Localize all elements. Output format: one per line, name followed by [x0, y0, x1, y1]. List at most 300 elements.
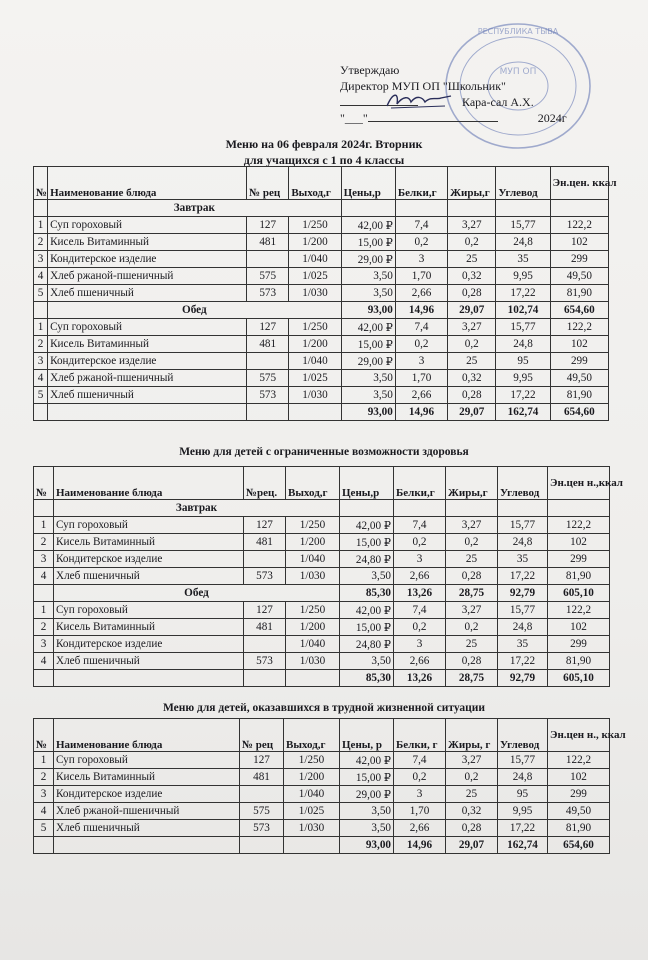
total-carbs: 102,74	[496, 302, 550, 319]
col-yield-header: Выход,г	[289, 167, 341, 200]
carbs: 15,77	[496, 217, 550, 234]
dish-name: Кисель Витаминный	[48, 234, 247, 251]
protein: 7,4	[394, 517, 446, 534]
protein: 0,2	[394, 534, 446, 551]
yield: 1/200	[286, 619, 340, 636]
yield: 1/250	[284, 752, 340, 769]
total-row	[34, 670, 610, 687]
yield: 1/030	[286, 568, 340, 585]
fat: 0,2	[448, 234, 496, 251]
carbs: 9,95	[498, 803, 548, 820]
table-row	[34, 820, 610, 837]
table-row	[34, 619, 610, 636]
energy: 122,2	[548, 517, 610, 534]
meal-section-row	[34, 500, 610, 517]
total-row	[34, 837, 610, 854]
table-row	[34, 534, 610, 551]
protein: 3	[394, 786, 446, 803]
fat: 0,28	[448, 387, 496, 404]
protein: 1,70	[395, 370, 447, 387]
yield: 1/030	[289, 285, 341, 302]
stamp-center-text: МУП ОП	[499, 67, 537, 77]
col-energy-header: Эн.цен н.,ккал	[548, 467, 610, 500]
row-number: 2	[34, 619, 54, 636]
total-energy: 654,60	[548, 837, 610, 854]
approval-line-1: Утверждаю	[340, 63, 400, 77]
fat: 3,27	[446, 602, 498, 619]
recipe-number: 127	[240, 752, 284, 769]
fat: 0,32	[448, 370, 496, 387]
price: 42,00 ₽	[340, 517, 394, 534]
price: 42,00 ₽	[341, 217, 395, 234]
energy: 122,2	[548, 602, 610, 619]
protein: 3	[394, 551, 446, 568]
energy: 102	[548, 619, 610, 636]
empty-cell	[550, 200, 608, 217]
fat: 0,28	[448, 285, 496, 302]
recipe-number: 127	[244, 602, 286, 619]
total-protein: 13,26	[394, 670, 446, 687]
recipe-number: 573	[244, 568, 286, 585]
dish-name: Кондитерское изделие	[48, 251, 247, 268]
carbs: 24,8	[498, 769, 548, 786]
energy: 102	[550, 234, 608, 251]
dish-name: Кисель Витаминный	[54, 534, 244, 551]
protein: 0,2	[394, 619, 446, 636]
carbs: 15,77	[498, 602, 548, 619]
protein: 7,4	[394, 602, 446, 619]
empty-cell	[34, 585, 54, 602]
recipe-number: 573	[240, 820, 284, 837]
price: 3,50	[341, 387, 395, 404]
total-fat: 29,07	[448, 404, 496, 421]
price: 42,00 ₽	[340, 602, 394, 619]
dish-name: Хлеб пшеничный	[48, 387, 247, 404]
menu-subtitle: для учащихся с 1 по 4 классы	[243, 153, 405, 167]
dish-name: Хлеб пшеничный	[48, 285, 247, 302]
fat: 25	[446, 551, 498, 568]
total-energy: 605,10	[548, 670, 610, 687]
table-row	[34, 353, 609, 370]
meal-section-label: Обед	[48, 302, 342, 319]
fat: 0,2	[448, 336, 496, 353]
fat: 25	[446, 786, 498, 803]
yield: 1/025	[289, 268, 341, 285]
yield: 1/025	[289, 370, 341, 387]
table-header	[34, 467, 610, 500]
dish-name: Хлеб пшеничный	[54, 653, 244, 670]
fat: 0,32	[446, 803, 498, 820]
price: 15,00 ₽	[340, 619, 394, 636]
protein: 7,4	[395, 319, 447, 336]
total-fat: 29,07	[448, 302, 496, 319]
col-fat-header: Жиры,г	[448, 167, 496, 200]
table-row	[34, 217, 609, 234]
total-price: 93,00	[341, 302, 395, 319]
dish-name: Кисель Витаминный	[54, 619, 244, 636]
row-number: 4	[34, 803, 54, 820]
total-price: 93,00	[341, 404, 395, 421]
price: 15,00 ₽	[341, 234, 395, 251]
row-number: 5	[34, 387, 48, 404]
carbs: 24,8	[498, 619, 548, 636]
protein: 0,2	[395, 336, 447, 353]
dish-name: Суп гороховый	[48, 319, 247, 336]
recipe-number: 127	[247, 319, 289, 336]
empty-cell	[244, 670, 286, 687]
col-yield-header: Выход,г	[284, 719, 340, 752]
price: 42,00 ₽	[340, 752, 394, 769]
yield: 1/040	[284, 786, 340, 803]
menu-title: Меню на 06 февраля 2024г. Вторник	[225, 137, 423, 151]
table-row	[34, 653, 610, 670]
yield: 1/200	[284, 769, 340, 786]
meal-section-label: Завтрак	[54, 500, 340, 517]
price: 42,00 ₽	[341, 319, 395, 336]
meal-section-label: Обед	[54, 585, 340, 602]
signature-mark	[385, 90, 455, 112]
col-number-header: №	[34, 719, 54, 752]
fat: 0,28	[446, 653, 498, 670]
price: 3,50	[340, 820, 394, 837]
row-number: 3	[34, 636, 54, 653]
empty-cell	[48, 404, 247, 421]
approval-line-2: Директор МУП ОП "Школьник"	[340, 79, 506, 93]
section-3-title: Меню для детей, оказавшихся в трудной жизненной ситуации	[162, 702, 486, 714]
menu-table-grades-1-4	[33, 166, 617, 421]
recipe-number: 481	[240, 769, 284, 786]
dish-name: Кисель Витаминный	[48, 336, 247, 353]
recipe-number	[244, 551, 286, 568]
carbs: 24,8	[496, 234, 550, 251]
empty-cell	[448, 200, 496, 217]
row-number: 5	[34, 285, 48, 302]
empty-cell	[395, 200, 447, 217]
dish-name: Кисель Витаминный	[54, 769, 240, 786]
carbs: 15,77	[496, 319, 550, 336]
dish-name: Суп гороховый	[54, 752, 240, 769]
energy: 299	[548, 786, 610, 803]
empty-cell	[34, 670, 54, 687]
col-protein-header: Белки,г	[395, 167, 447, 200]
table-row	[34, 336, 609, 353]
col-price-header: Цены,р	[341, 167, 395, 200]
fat: 25	[448, 251, 496, 268]
stamp-ring-text: РЕСПУБЛИКА ТЫВА	[477, 27, 559, 36]
price: 3,50	[341, 370, 395, 387]
protein: 1,70	[395, 268, 447, 285]
recipe-number	[244, 636, 286, 653]
yield: 1/040	[286, 636, 340, 653]
price: 29,00 ₽	[340, 786, 394, 803]
col-fat-header: Жиры, г	[446, 719, 498, 752]
col-protein-header: Белки, г	[394, 719, 446, 752]
total-energy: 654,60	[550, 302, 608, 319]
dish-name: Кондитерское изделие	[54, 636, 244, 653]
total-fat: 28,75	[446, 585, 498, 602]
empty-cell	[34, 404, 48, 421]
row-number: 2	[34, 336, 48, 353]
recipe-number: 575	[247, 370, 289, 387]
yield: 1/030	[289, 387, 341, 404]
total-row	[34, 404, 609, 421]
carbs: 17,22	[496, 285, 550, 302]
fat: 25	[446, 636, 498, 653]
table-row	[34, 636, 610, 653]
row-number: 1	[34, 517, 54, 534]
empty-cell	[34, 837, 54, 854]
dish-name: Суп гороховый	[48, 217, 247, 234]
energy: 81,90	[550, 387, 608, 404]
dish-name: Кондитерское изделие	[54, 551, 244, 568]
yield: 1/040	[289, 251, 341, 268]
fat: 0,28	[446, 820, 498, 837]
total-price: 85,30	[340, 585, 394, 602]
protein: 0,2	[395, 234, 447, 251]
total-carbs: 92,79	[498, 585, 548, 602]
total-carbs: 162,74	[496, 404, 550, 421]
protein: 2,66	[395, 285, 447, 302]
empty-cell	[284, 837, 340, 854]
price: 3,50	[340, 803, 394, 820]
total-row	[34, 585, 610, 602]
energy: 299	[548, 636, 610, 653]
energy: 81,90	[548, 820, 610, 837]
empty-cell	[394, 500, 446, 517]
dish-name: Кондитерское изделие	[48, 353, 247, 370]
empty-cell	[286, 670, 340, 687]
price: 15,00 ₽	[340, 534, 394, 551]
col-fat-header: Жиры,г	[446, 467, 498, 500]
yield: 1/250	[286, 602, 340, 619]
table-row	[34, 285, 609, 302]
fat: 25	[448, 353, 496, 370]
col-recipe-header: № рец	[247, 167, 289, 200]
carbs: 17,22	[498, 653, 548, 670]
fat: 3,27	[446, 752, 498, 769]
empty-cell	[548, 500, 610, 517]
menu-table-hardship	[33, 718, 626, 854]
total-fat: 28,75	[446, 670, 498, 687]
table-row	[34, 251, 609, 268]
energy: 299	[550, 353, 608, 370]
col-carbs-header: Углевод	[496, 167, 550, 200]
row-number: 1	[34, 319, 48, 336]
empty-cell	[498, 500, 548, 517]
fat: 0,28	[446, 568, 498, 585]
total-protein: 14,96	[395, 404, 447, 421]
row-number: 3	[34, 786, 54, 803]
price: 15,00 ₽	[340, 769, 394, 786]
total-fat: 29,07	[446, 837, 498, 854]
protein: 7,4	[395, 217, 447, 234]
yield: 1/200	[286, 534, 340, 551]
director-name: Кара-сал А.Х.	[462, 95, 534, 109]
table-row	[34, 602, 610, 619]
row-number: 4	[34, 653, 54, 670]
dish-name: Суп гороховый	[54, 602, 244, 619]
yield: 1/030	[284, 820, 340, 837]
energy: 81,90	[548, 568, 610, 585]
table-row	[34, 517, 610, 534]
empty-cell	[340, 500, 394, 517]
energy: 49,50	[550, 370, 608, 387]
row-number: 1	[34, 602, 54, 619]
energy: 122,2	[550, 217, 608, 234]
price: 24,80 ₽	[340, 551, 394, 568]
section-2-title: Меню для детей с ограниченные возможности здоровья	[179, 446, 469, 458]
carbs: 95	[496, 353, 550, 370]
empty-cell	[34, 500, 54, 517]
row-number: 1	[34, 752, 54, 769]
total-protein: 14,96	[394, 837, 446, 854]
energy: 122,2	[550, 319, 608, 336]
table-row	[34, 786, 610, 803]
energy: 102	[548, 534, 610, 551]
row-number: 4	[34, 568, 54, 585]
row-number: 5	[34, 820, 54, 837]
recipe-number: 481	[247, 234, 289, 251]
recipe-number	[240, 786, 284, 803]
carbs: 9,95	[496, 268, 550, 285]
meal-section-label: Завтрак	[48, 200, 342, 217]
total-row	[34, 302, 609, 319]
col-dish-name-header: Наименование блюда	[54, 467, 244, 500]
approval-block	[340, 62, 590, 126]
date-prefix: "___"	[340, 111, 368, 125]
protein: 0,2	[394, 769, 446, 786]
fat: 3,27	[448, 319, 496, 336]
col-yield-header: Выход,г	[286, 467, 340, 500]
carbs: 9,95	[496, 370, 550, 387]
carbs: 17,22	[498, 820, 548, 837]
dish-name: Кондитерское изделие	[54, 786, 240, 803]
table-row	[34, 752, 610, 769]
yield: 1/200	[289, 234, 341, 251]
yield: 1/250	[289, 319, 341, 336]
recipe-number: 127	[244, 517, 286, 534]
price: 3,50	[340, 568, 394, 585]
yield: 1/040	[289, 353, 341, 370]
dish-name: Хлеб пшеничный	[54, 568, 244, 585]
price: 3,50	[341, 268, 395, 285]
yield: 1/200	[289, 336, 341, 353]
energy: 122,2	[548, 752, 610, 769]
col-recipe-header: №рец.	[244, 467, 286, 500]
col-carbs-header: Углевод	[498, 719, 548, 752]
table-header	[34, 167, 609, 200]
table-row	[34, 769, 610, 786]
recipe-number: 573	[247, 285, 289, 302]
carbs: 35	[498, 636, 548, 653]
price: 3,50	[340, 653, 394, 670]
price: 29,00 ₽	[341, 251, 395, 268]
carbs: 15,77	[498, 517, 548, 534]
table-header	[34, 719, 610, 752]
yield: 1/250	[286, 517, 340, 534]
recipe-number: 127	[247, 217, 289, 234]
fat: 0,32	[448, 268, 496, 285]
price: 29,00 ₽	[341, 353, 395, 370]
meal-section-row	[34, 200, 609, 217]
protein: 3	[395, 251, 447, 268]
total-price: 85,30	[340, 670, 394, 687]
empty-cell	[54, 670, 244, 687]
carbs: 35	[496, 251, 550, 268]
energy: 299	[548, 551, 610, 568]
protein: 1,70	[394, 803, 446, 820]
fat: 0,2	[446, 534, 498, 551]
table-row	[34, 803, 610, 820]
price: 24,80 ₽	[340, 636, 394, 653]
protein: 2,66	[395, 387, 447, 404]
row-number: 3	[34, 551, 54, 568]
row-number: 3	[34, 353, 48, 370]
energy: 49,50	[550, 268, 608, 285]
protein: 7,4	[394, 752, 446, 769]
recipe-number: 573	[244, 653, 286, 670]
recipe-number: 481	[247, 336, 289, 353]
dish-name: Хлеб ржаной-пшеничный	[48, 370, 247, 387]
energy: 49,50	[548, 803, 610, 820]
recipe-number: 575	[247, 268, 289, 285]
price: 3,50	[341, 285, 395, 302]
dish-name: Хлеб ржаной-пшеничный	[54, 803, 240, 820]
yield: 1/040	[286, 551, 340, 568]
protein: 3	[395, 353, 447, 370]
empty-cell	[446, 500, 498, 517]
col-number-header: №	[34, 167, 48, 200]
price: 15,00 ₽	[341, 336, 395, 353]
carbs: 95	[498, 786, 548, 803]
total-protein: 13,26	[394, 585, 446, 602]
col-price-header: Цены, р	[340, 719, 394, 752]
energy: 81,90	[550, 285, 608, 302]
col-energy-header: Эн.цен. ккал	[550, 167, 608, 200]
carbs: 15,77	[498, 752, 548, 769]
fat: 3,27	[446, 517, 498, 534]
table-row	[34, 551, 610, 568]
dish-name: Суп гороховый	[54, 517, 244, 534]
protein: 2,66	[394, 653, 446, 670]
row-number: 1	[34, 217, 48, 234]
total-carbs: 92,79	[498, 670, 548, 687]
empty-cell	[54, 837, 240, 854]
col-carbs-header: Углевод	[498, 467, 548, 500]
dish-name: Хлеб ржаной-пшеничный	[48, 268, 247, 285]
empty-cell	[289, 404, 341, 421]
total-energy: 654,60	[550, 404, 608, 421]
energy: 102	[548, 769, 610, 786]
protein: 2,66	[394, 568, 446, 585]
col-dish-name-header: Наименование блюда	[48, 167, 247, 200]
approval-year: 2024г	[537, 111, 567, 125]
total-protein: 14,96	[395, 302, 447, 319]
yield: 1/030	[286, 653, 340, 670]
table-row	[34, 234, 609, 251]
row-number: 2	[34, 234, 48, 251]
empty-cell	[496, 200, 550, 217]
carbs: 24,8	[496, 336, 550, 353]
col-price-header: Цены,р	[340, 467, 394, 500]
empty-cell	[34, 302, 48, 319]
carbs: 17,22	[496, 387, 550, 404]
protein: 2,66	[394, 820, 446, 837]
table-row	[34, 568, 610, 585]
empty-cell	[34, 200, 48, 217]
recipe-number: 481	[244, 534, 286, 551]
row-number: 4	[34, 268, 48, 285]
